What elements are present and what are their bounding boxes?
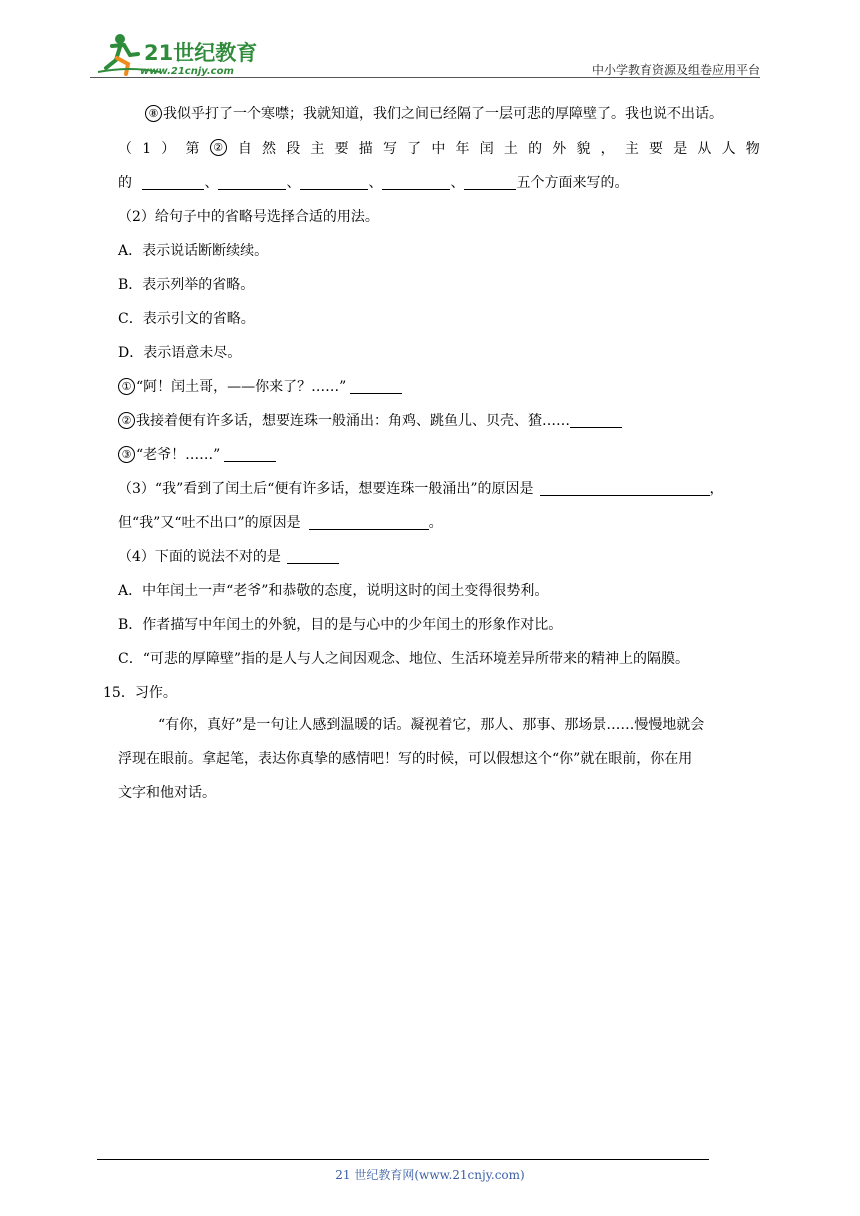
q1-char: ② <box>210 139 227 156</box>
q2-option-d: D．表示语意未尽。 <box>118 345 242 361</box>
question-2-stem: （2）给句子中的省略号选择合适的用法。 <box>118 209 379 225</box>
passage-paragraph-8 <box>145 104 723 124</box>
q1-char: （ <box>118 141 132 157</box>
logo-text: 21世纪教育 <box>144 41 258 65</box>
q2-item-2 <box>118 411 622 431</box>
q2-option-c: C．表示引文的省略。 <box>118 311 255 327</box>
q1-char: 第 <box>185 141 200 157</box>
q1-char: 要 <box>334 141 349 157</box>
answer-blank[interactable] <box>224 447 276 462</box>
q2-option-b: B．表示列举的省略。 <box>118 277 255 293</box>
q1-char: 貌 <box>576 141 591 157</box>
item-number: ① <box>118 378 135 395</box>
q3-text: 但“我”又“吐不出口”的原因是 <box>118 515 301 531</box>
q2-option-a: A．表示说话断断续续。 <box>118 243 269 259</box>
logo-url: www.21cnjy.com <box>140 66 234 77</box>
q1-char: 然 <box>262 141 277 157</box>
item-number: ③ <box>118 446 135 463</box>
answer-blank[interactable] <box>142 175 204 190</box>
header-divider <box>90 77 760 78</box>
answer-blank[interactable] <box>350 379 402 394</box>
question-4-stem <box>118 547 339 567</box>
q4-option-b: B．作者描写中年闰土的外貌，目的是与心中的少年闰土的形象作对比。 <box>118 617 563 633</box>
paragraph-text: 我似乎打了一个寒噤；我就知道，我们之间已经隔了一层可悲的厚障壁了。我也说不出话。 <box>163 106 723 122</box>
runner-logo-icon <box>90 28 260 80</box>
site-logo <box>90 28 260 80</box>
answer-blank[interactable] <box>287 549 339 564</box>
q1-char: 1 <box>142 141 152 157</box>
q1-char: 主 <box>310 141 325 157</box>
q1-char: 中 <box>431 141 446 157</box>
item-number: ② <box>118 412 135 429</box>
item-text: “老爷！……” <box>136 447 221 463</box>
q1-char: ） <box>161 141 176 157</box>
question-3-line-1: （3）“我”看到了闰土后“便有许多话，想要连珠一般涌出”的原因是 ， <box>118 481 724 497</box>
answer-blank[interactable] <box>464 175 516 190</box>
q1-char: 外 <box>552 141 567 157</box>
answer-blank[interactable] <box>300 175 368 190</box>
q1-char: 是 <box>673 141 688 157</box>
q4-text: （4）下面的说法不对的是 <box>118 549 281 565</box>
footer-divider <box>97 1159 709 1160</box>
q1-char: 物 <box>745 141 760 157</box>
answer-blank[interactable] <box>309 515 429 530</box>
q1-suffix: 五个方面来写的。 <box>516 175 629 191</box>
q1-prefix: 的 <box>118 175 132 191</box>
answer-blank[interactable] <box>570 413 622 428</box>
q1-char: 自 <box>237 141 252 157</box>
item-text: 我接着便有许多话，想要连珠一般涌出：角鸡、跳鱼儿、贝壳、猹…… <box>136 413 570 429</box>
answer-blank[interactable] <box>218 175 286 190</box>
q1-char: 主 <box>624 141 639 157</box>
q1-char: 年 <box>455 141 470 157</box>
question-15-title: 15．习作。 <box>103 685 177 701</box>
q1-char: 从 <box>697 141 712 157</box>
paragraph-number: ⑧ <box>145 105 162 122</box>
q1-char: 土 <box>503 141 518 157</box>
q1-char: 写 <box>382 141 397 157</box>
question-1-line-1 <box>118 139 760 159</box>
page-footer[interactable]: 21 世纪教育网(www.21cnjy.com) <box>335 1168 525 1182</box>
q15-prompt-line-1: “有你，真好”是一句让人感到温暖的话。凝视着它，那人、那事、那场景……慢慢地就会 <box>158 717 705 733</box>
q3-text: （3）“我”看到了闰土后“便有许多话，想要连珠一般涌出”的原因是 <box>118 481 534 497</box>
page-header <box>90 28 760 80</box>
q1-char: 要 <box>649 141 664 157</box>
q1-char: 人 <box>721 141 736 157</box>
platform-tagline: 中小学教育资源及组卷应用平台 <box>591 63 760 77</box>
question-1-line-2: 的 、 、 、 、 五个方面来写的。 <box>118 175 629 191</box>
q1-char: 的 <box>528 141 543 157</box>
q1-char: 段 <box>286 141 301 157</box>
q15-prompt-line-3: 文字和他对话。 <box>118 785 216 801</box>
answer-blank[interactable] <box>382 175 450 190</box>
q15-prompt-line-2: 浮现在眼前。拿起笔，表达你真挚的感情吧！写的时候，可以假想这个“你”就在眼前，你在用 <box>118 751 693 767</box>
answer-blank[interactable] <box>540 481 710 496</box>
question-3-line-2: 但“我”又“吐不出口”的原因是 。 <box>118 515 443 531</box>
item-text: “阿！闰土哥，——你来了？……” <box>136 379 347 395</box>
q1-char: 了 <box>407 141 422 157</box>
q2-item-3 <box>118 445 276 465</box>
q4-option-a: A．中年闰土一声“老爷”和恭敬的态度，说明这时的闰土变得很势利。 <box>118 583 549 599</box>
q4-option-c: C．“可悲的厚障壁”指的是人与人之间因观念、地位、生活环境差异所带来的精神上的隔膜。 <box>118 651 690 667</box>
q1-char: 闰 <box>479 141 494 157</box>
q1-char: 描 <box>358 141 373 157</box>
q1-char: ， <box>600 141 615 157</box>
q2-item-1 <box>118 377 402 397</box>
